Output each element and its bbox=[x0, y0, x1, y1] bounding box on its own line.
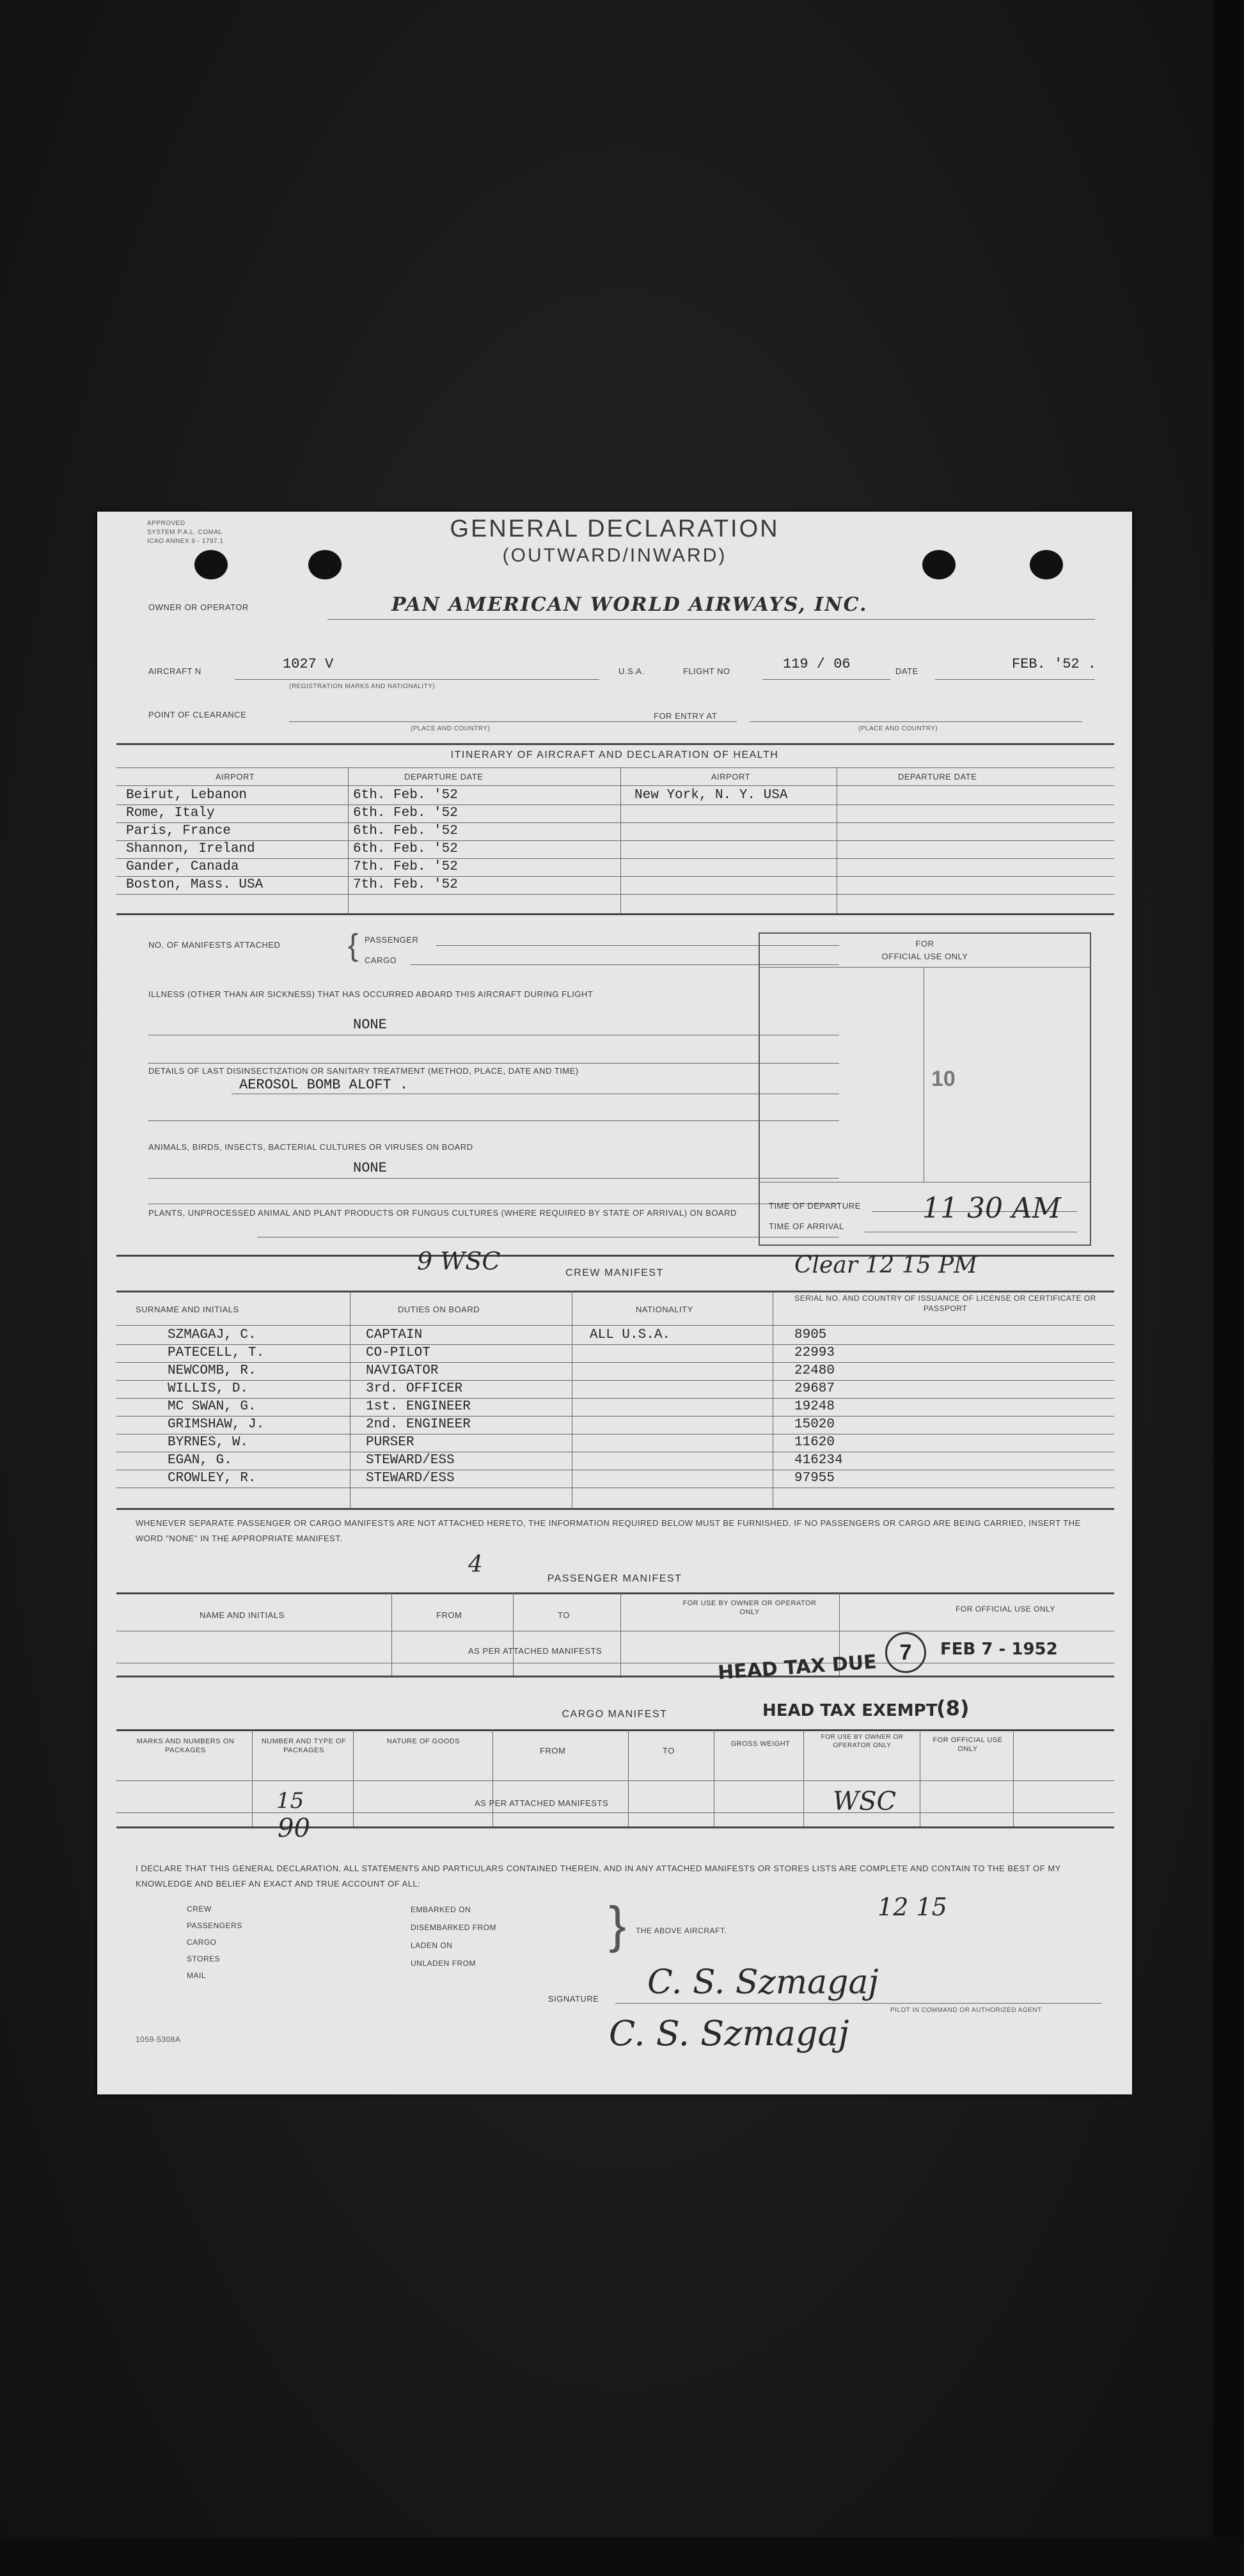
scanner-edge-bottom bbox=[0, 2538, 1244, 2576]
declaration-right-text: THE ABOVE AIRCRAFT. bbox=[636, 1926, 727, 1935]
cargo-hand-a: 15 bbox=[276, 1788, 304, 1814]
clearance-caption: (PLACE AND COUNTRY) bbox=[411, 725, 491, 732]
section-rule bbox=[116, 743, 1114, 745]
itinerary-header-airport-2: AIRPORT bbox=[711, 772, 751, 781]
entry-label: FOR ENTRY AT bbox=[654, 711, 718, 721]
owner-label: OWNER OR OPERATOR bbox=[148, 602, 249, 612]
cargo-header-to: TO bbox=[663, 1746, 675, 1755]
itinerary-date: 7th. Feb. '52 bbox=[353, 877, 458, 892]
illness-label: ILLNESS (OTHER THAN AIR SICKNESS) THAT HAS OCCURRED ABOARD THIS AIRCRAFT DURING FLIGHT bbox=[148, 989, 594, 999]
form-number: 1059-5308A bbox=[136, 2035, 181, 2044]
crew-serial: 97955 bbox=[794, 1471, 835, 1486]
cargo-header-owner: FOR USE BY OWNER OR OPERATOR ONLY bbox=[821, 1734, 904, 1749]
declaration-brace: } bbox=[609, 1896, 626, 1953]
declaration-form bbox=[97, 512, 1132, 2094]
aircraft-caption: (REGISTRATION MARKS AND NATIONALITY) bbox=[289, 683, 436, 690]
crew-row-rule bbox=[116, 1416, 1114, 1417]
crew-serial: 15020 bbox=[794, 1417, 835, 1432]
itinerary-airport: Paris, France bbox=[126, 824, 231, 838]
itinerary-header-rule bbox=[116, 785, 1114, 786]
crew-header-serial: SERIAL NO. AND COUNTRY OF ISSUANCE OF LICENSE OR CERTIFICATE OR PASSPORT bbox=[794, 1294, 1096, 1313]
itinerary-airport: Shannon, Ireland bbox=[126, 842, 255, 856]
declaration-item: CARGO bbox=[187, 1938, 217, 1947]
crew-hand-right: Clear 12 15 PM bbox=[794, 1252, 978, 1278]
signature-label: SIGNATURE bbox=[548, 1994, 599, 2004]
clearance-line bbox=[289, 721, 737, 722]
cargo-header-from: FROM bbox=[540, 1746, 566, 1755]
passenger-bottom-rule bbox=[116, 1676, 1114, 1677]
date-label: DATE bbox=[895, 666, 918, 676]
plants-label: PLANTS, UNPROCESSED ANIMAL AND PLANT PRODUCTS OR FUNGUS CULTURES (WHERE REQUIRED BY STATE OF ARRIVAL) ON BOARD bbox=[148, 1208, 737, 1218]
passenger-header-official: FOR OFFICIAL USE ONLY bbox=[956, 1605, 1055, 1614]
crew-name: GRIMSHAW, J. bbox=[168, 1417, 265, 1432]
crew-name: SZMAGAJ, C. bbox=[168, 1328, 256, 1342]
itinerary-row-rule bbox=[116, 894, 1114, 895]
aircraft-line bbox=[235, 679, 599, 680]
crew-serial: 29687 bbox=[794, 1381, 835, 1396]
crew-serial: 416234 bbox=[794, 1453, 843, 1468]
approval-line: SYSTEM P.A.L. COMAL bbox=[147, 529, 223, 536]
itinerary-date: 7th. Feb. '52 bbox=[353, 860, 458, 874]
cargo-header-nature: NATURE OF GOODS bbox=[386, 1738, 461, 1745]
crew-header-name: SURNAME AND INITIALS bbox=[136, 1305, 239, 1314]
crew-header-nationality: NATIONALITY bbox=[636, 1305, 693, 1314]
departure-time-label: TIME OF DEPARTURE bbox=[769, 1201, 861, 1211]
approval-line: APPROVED bbox=[147, 520, 185, 527]
flight-label: FLIGHT NO bbox=[683, 666, 730, 676]
passenger-hand-count: 4 bbox=[468, 1551, 483, 1578]
official-title-for: FOR bbox=[915, 939, 934, 948]
disinsect-label: DETAILS OF LAST DISINSECTIZATION OR SANITARY TREATMENT (METHOD, PLACE, DATE AND TIME) bbox=[148, 1066, 579, 1076]
form-subtitle: (OUTWARD/INWARD) bbox=[502, 545, 727, 566]
itinerary-divider bbox=[348, 767, 349, 915]
crew-rule bbox=[116, 1291, 1114, 1292]
cargo-header-weight: GROSS WEIGHT bbox=[730, 1740, 791, 1748]
stamp-circle-icon: 7 bbox=[885, 1632, 926, 1673]
crew-row-rule bbox=[116, 1362, 1114, 1363]
signature-caption: PILOT IN COMMAND OR AUTHORIZED AGENT bbox=[890, 2007, 1042, 2014]
itinerary-row-rule bbox=[116, 858, 1114, 859]
declaration-item: MAIL bbox=[187, 1971, 207, 1980]
illness-value: NONE bbox=[353, 1017, 387, 1033]
passenger-rule bbox=[116, 1592, 1114, 1594]
crew-name: CROWLEY, R. bbox=[168, 1471, 256, 1486]
itinerary-airport: Gander, Canada bbox=[126, 860, 239, 874]
crew-duty: CAPTAIN bbox=[366, 1328, 423, 1342]
crew-hand-left: 9 WSC bbox=[417, 1247, 501, 1275]
signature-hand-2: C. S. Szmagaj bbox=[609, 2013, 849, 2054]
itinerary-date: 6th. Feb. '52 bbox=[353, 806, 458, 821]
crew-duty: NAVIGATOR bbox=[366, 1363, 439, 1378]
declaration-mid-items bbox=[411, 1901, 496, 1972]
manifest-note: WHENEVER SEPARATE PASSENGER OR CARGO MANIFESTS ARE NOT ATTACHED HERETO, THE INFORMATION REQUIRED BELOW MUST BE FURNISHED. IF NO PASSENGERS OR CARGO ARE BEING CARRIED, INSERT THE WORD "NONE" IN THE APPROPRIATE MANIFEST. bbox=[136, 1518, 1081, 1543]
itinerary-date: 6th. Feb. '52 bbox=[353, 842, 458, 856]
declaration-item: UNLADEN FROM bbox=[411, 1959, 476, 1968]
crew-row-rule bbox=[116, 1380, 1114, 1381]
crew-nationality: ALL U.S.A. bbox=[590, 1328, 671, 1342]
stamp-date: FEB 7 - 1952 bbox=[940, 1640, 1058, 1659]
cargo-row-rule bbox=[116, 1812, 1114, 1813]
form-title: GENERAL DECLARATION bbox=[450, 515, 780, 542]
itinerary-airport: Rome, Italy bbox=[126, 806, 215, 821]
itinerary-date: 6th. Feb. '52 bbox=[353, 788, 458, 803]
crew-serial: 11620 bbox=[794, 1435, 835, 1450]
crew-name: NEWCOMB, R. bbox=[168, 1363, 256, 1378]
head-tax-exempt-stamp: HEAD TAX EXEMPT bbox=[762, 1701, 938, 1720]
cargo-header-rule bbox=[116, 1780, 1114, 1781]
disinsect-line bbox=[148, 1120, 839, 1121]
scanner-edge-right bbox=[1213, 0, 1244, 2576]
crew-serial: 19248 bbox=[794, 1399, 835, 1414]
declaration-item: EMBARKED ON bbox=[411, 1905, 471, 1914]
crew-duty: STEWARD/ESS bbox=[366, 1471, 455, 1486]
date-line bbox=[935, 679, 1095, 680]
crew-bottom-rule bbox=[116, 1508, 1114, 1510]
itinerary-divider bbox=[620, 767, 621, 915]
crew-name: EGAN, G. bbox=[168, 1453, 232, 1468]
approval-line: ICAO ANNEX 9 - 1797.1 bbox=[147, 538, 224, 545]
animals-value: NONE bbox=[353, 1160, 387, 1176]
cargo-header-marks: MARKS AND NUMBERS ON PACKAGES bbox=[136, 1738, 235, 1754]
crew-row-rule bbox=[116, 1398, 1114, 1399]
crew-duty: 1st. ENGINEER bbox=[366, 1399, 471, 1414]
cargo-count-label: CARGO bbox=[365, 955, 397, 965]
disinsect-value: AEROSOL BOMB ALOFT . bbox=[239, 1077, 409, 1093]
date-value: FEB. '52 . bbox=[1012, 656, 1097, 672]
official-title: OFFICIAL USE ONLY bbox=[881, 952, 968, 961]
passenger-count-label: PASSENGER bbox=[365, 935, 419, 945]
signature-hand: C. S. Szmagaj bbox=[647, 1963, 879, 2002]
crew-serial: 22993 bbox=[794, 1346, 835, 1360]
crew-row-rule bbox=[116, 1344, 1114, 1345]
itinerary-bottom-rule bbox=[116, 913, 1114, 915]
head-tax-exempt-number: (8) bbox=[936, 1696, 970, 1720]
passenger-attached: AS PER ATTACHED MANIFESTS bbox=[468, 1646, 602, 1656]
arrival-time-label: TIME OF ARRIVAL bbox=[769, 1221, 844, 1231]
clearance-label: POINT OF CLEARANCE bbox=[148, 710, 247, 719]
itinerary-row-rule bbox=[116, 876, 1114, 877]
animals-line bbox=[148, 1178, 839, 1179]
official-mark: 10 bbox=[931, 1067, 956, 1091]
itinerary-row-rule bbox=[116, 822, 1114, 823]
itinerary-header-airport: AIRPORT bbox=[216, 772, 255, 781]
crew-serial: 22480 bbox=[794, 1363, 835, 1378]
manifests-label: NO. OF MANIFESTS ATTACHED bbox=[148, 940, 281, 950]
declaration-item: LADEN ON bbox=[411, 1941, 453, 1950]
cargo-title: CARGO MANIFEST bbox=[562, 1709, 668, 1720]
crew-serial: 8905 bbox=[794, 1328, 827, 1342]
crew-duty: 2nd. ENGINEER bbox=[366, 1417, 471, 1432]
usa-label: U.S.A. bbox=[618, 666, 645, 676]
aircraft-value: 1027 V bbox=[283, 656, 334, 672]
declaration-hand-note: 12 15 bbox=[878, 1893, 947, 1921]
declaration-item: DISEMBARKED FROM bbox=[411, 1923, 497, 1932]
crew-duty: CO-PILOT bbox=[366, 1346, 430, 1360]
crew-header-rule bbox=[116, 1325, 1114, 1326]
itinerary-rule bbox=[116, 767, 1114, 768]
crew-duty: PURSER bbox=[366, 1435, 414, 1450]
crew-header-duties: DUTIES ON BOARD bbox=[398, 1305, 480, 1314]
itinerary-date: 6th. Feb. '52 bbox=[353, 824, 458, 838]
manifests-brace: { bbox=[348, 929, 359, 962]
passenger-header-to: TO bbox=[558, 1610, 570, 1620]
cargo-hand-c: WSC bbox=[833, 1787, 897, 1816]
arrival-time-hand: 11 30 AM bbox=[922, 1192, 1061, 1225]
crew-duty: 3rd. OFFICER bbox=[366, 1381, 463, 1396]
itinerary-destination: New York, N. Y. USA bbox=[634, 788, 788, 803]
itinerary-header-date-2: DEPARTURE DATE bbox=[898, 772, 977, 781]
entry-caption: (PLACE AND COUNTRY) bbox=[858, 725, 938, 732]
itinerary-airport: Boston, Mass. USA bbox=[126, 877, 264, 892]
itinerary-row-rule bbox=[116, 840, 1114, 841]
passenger-header-name: NAME AND INITIALS bbox=[200, 1610, 285, 1620]
cargo-rule bbox=[116, 1729, 1114, 1731]
entry-line bbox=[750, 721, 1082, 722]
owner-line bbox=[327, 619, 1095, 620]
crew-name: WILLIS, D. bbox=[168, 1381, 249, 1396]
owner-value: PAN AMERICAN WORLD AIRWAYS, INC. bbox=[391, 593, 868, 616]
passenger-header-from: FROM bbox=[436, 1610, 462, 1620]
flight-value: 119 / 06 bbox=[783, 656, 851, 672]
passenger-header-owner: FOR USE BY OWNER OR OPERATOR ONLY bbox=[682, 1599, 817, 1616]
declaration-item: STORES bbox=[187, 1954, 221, 1963]
itinerary-header-date: DEPARTURE DATE bbox=[404, 772, 484, 781]
animals-label: ANIMALS, BIRDS, INSECTS, BACTERIAL CULTURES OR VIRUSES ON BOARD bbox=[148, 1142, 473, 1152]
official-rule bbox=[759, 967, 1091, 968]
cargo-attached: AS PER ATTACHED MANIFESTS bbox=[475, 1798, 609, 1808]
itinerary-airport: Beirut, Lebanon bbox=[126, 788, 248, 803]
cargo-header-packages: NUMBER AND TYPE OF PACKAGES bbox=[261, 1738, 347, 1754]
crew-title: CREW MANIFEST bbox=[565, 1268, 664, 1278]
crew-name: BYRNES, W. bbox=[168, 1435, 249, 1450]
signature-line bbox=[615, 2003, 1101, 2004]
aircraft-label: AIRCRAFT N bbox=[148, 666, 201, 676]
head-tax-due-stamp: HEAD TAX DUE bbox=[717, 1651, 878, 1685]
cargo-hand-b: 90 bbox=[278, 1814, 310, 1843]
declaration-item: PASSENGERS bbox=[187, 1921, 242, 1930]
itinerary-title: ITINERARY OF AIRCRAFT AND DECLARATION OF HEALTH bbox=[450, 750, 779, 760]
crew-name: MC SWAN, G. bbox=[168, 1399, 256, 1414]
declaration-left-items bbox=[187, 1901, 242, 1984]
cargo-header-official: FOR OFFICIAL USE ONLY bbox=[933, 1736, 1003, 1753]
declaration-item: CREW bbox=[187, 1905, 212, 1913]
crew-name: PATECELL, T. bbox=[168, 1346, 265, 1360]
passenger-title: PASSENGER MANIFEST bbox=[547, 1573, 682, 1584]
cargo-bottom-rule bbox=[116, 1826, 1114, 1828]
crew-duty: STEWARD/ESS bbox=[366, 1453, 455, 1468]
declaration-text: I DECLARE THAT THIS GENERAL DECLARATION, ALL STATEMENTS AND PARTICULARS CONTAINED THEREIN, AND IN ANY ATTACHED MANIFESTS OR STORES LISTS ARE COMPLETE AND CONTAIN TO THE BEST OF MY KNOWLEDGE AND BELIEF AN EXACT AND TRUE ACCOUNT OF ALL: bbox=[136, 1864, 1061, 1889]
flight-line bbox=[762, 679, 890, 680]
